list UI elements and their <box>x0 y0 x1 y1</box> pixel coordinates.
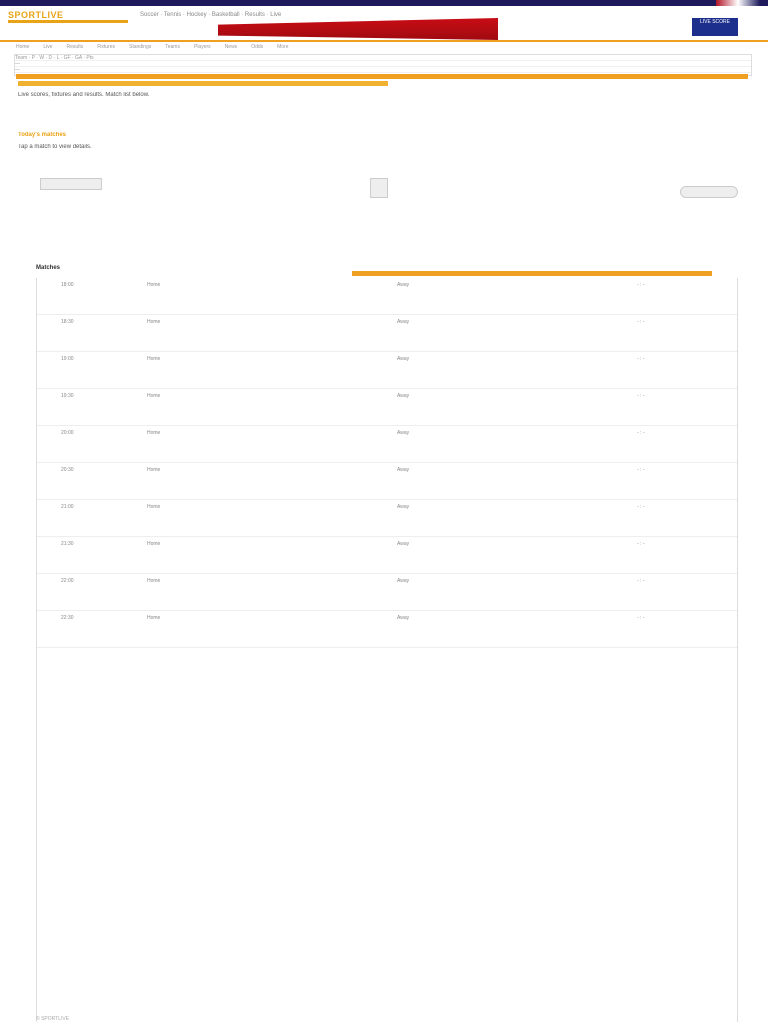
widget-box[interactable] <box>370 178 388 198</box>
list-item[interactable] <box>37 537 737 574</box>
match-home: Home <box>147 430 161 436</box>
header-banner <box>218 18 498 40</box>
list-item[interactable] <box>37 426 737 463</box>
note-text: Tap a match to view details. <box>18 144 92 150</box>
match-score: - : - <box>637 541 645 547</box>
list-title: Matches <box>36 265 61 271</box>
match-home: Home <box>147 504 161 510</box>
match-score: - : - <box>637 282 645 288</box>
match-time: 20:30 <box>61 467 74 473</box>
list-item[interactable] <box>37 315 737 352</box>
match-home: Home <box>147 282 161 288</box>
match-home: Home <box>147 467 161 473</box>
match-time: 18:30 <box>61 319 74 325</box>
list-item[interactable] <box>37 389 737 426</box>
logo-underline <box>8 20 128 23</box>
match-score: - : - <box>637 356 645 362</box>
nav-item[interactable]: News <box>224 44 238 50</box>
match-away: Away <box>397 541 410 547</box>
match-away: Away <box>397 356 410 362</box>
match-score: - : - <box>637 504 645 510</box>
nav-item[interactable]: Teams <box>165 44 180 50</box>
match-away: Away <box>397 430 410 436</box>
match-home: Home <box>147 541 161 547</box>
nav-item[interactable]: Results <box>66 44 84 50</box>
nav-item[interactable]: Home <box>16 44 30 50</box>
nav-item[interactable]: Players <box>193 44 211 50</box>
list-item[interactable] <box>37 500 737 537</box>
highlight-text: Today's matches <box>18 132 66 138</box>
summary-row: — <box>15 61 751 67</box>
header-links[interactable]: Soccer · Tennis · Hockey · Basketball · Results · Live <box>140 12 282 18</box>
match-time: 21:30 <box>61 541 74 547</box>
site-logo[interactable]: SPORTLIVE <box>8 10 64 20</box>
widget-area <box>40 150 740 210</box>
match-away: Away <box>397 393 410 399</box>
match-time: 20:00 <box>61 430 74 436</box>
match-away: Away <box>397 467 410 473</box>
nav-item[interactable]: Odds <box>251 44 264 50</box>
section-bar <box>16 74 748 79</box>
widget-box[interactable] <box>40 178 102 190</box>
match-score: - : - <box>637 319 645 325</box>
nav-item[interactable]: Standings <box>129 44 152 50</box>
live-badge[interactable]: LIVE SCORE <box>692 18 738 36</box>
list-item[interactable] <box>37 574 737 611</box>
nav-item[interactable]: Fixtures <box>97 44 115 50</box>
match-score: - : - <box>637 578 645 584</box>
summary-table <box>14 54 752 76</box>
match-score: - : - <box>637 615 645 621</box>
summary-row: Team · P · W · D · L · GF · GA · Pts <box>15 55 751 61</box>
match-home: Home <box>147 319 161 325</box>
list-item[interactable] <box>37 463 737 500</box>
match-away: Away <box>397 504 410 510</box>
match-score: - : - <box>637 393 645 399</box>
match-time: 19:30 <box>61 393 74 399</box>
match-away: Away <box>397 319 410 325</box>
match-home: Home <box>147 615 161 621</box>
widget-box[interactable] <box>680 186 738 198</box>
list-item[interactable] <box>37 611 737 648</box>
match-away: Away <box>397 578 410 584</box>
list-item[interactable] <box>37 352 737 389</box>
nav-item[interactable]: More <box>277 44 289 50</box>
intro-text: Live scores, fixtures and results. Match list below. <box>18 92 150 98</box>
match-home: Home <box>147 578 161 584</box>
match-home: Home <box>147 356 161 362</box>
match-away: Away <box>397 282 410 288</box>
match-time: 18:00 <box>61 282 74 288</box>
section-subbar <box>18 81 388 86</box>
match-time: 22:30 <box>61 615 74 621</box>
match-score: - : - <box>637 467 645 473</box>
main-nav <box>16 44 756 52</box>
site-header <box>0 6 768 38</box>
summary-row: — <box>15 67 751 73</box>
header-divider <box>0 40 768 42</box>
nav-item[interactable]: Live <box>43 44 53 50</box>
match-list <box>36 278 738 1022</box>
match-time: 21:00 <box>61 504 74 510</box>
match-away: Away <box>397 615 410 621</box>
footer: © SPORTLIVE <box>36 1016 70 1022</box>
match-time: 22:00 <box>61 578 74 584</box>
match-time: 19:00 <box>61 356 74 362</box>
match-home: Home <box>147 393 161 399</box>
list-item[interactable] <box>37 278 737 315</box>
match-score: - : - <box>637 430 645 436</box>
list-header-bar <box>352 271 712 276</box>
